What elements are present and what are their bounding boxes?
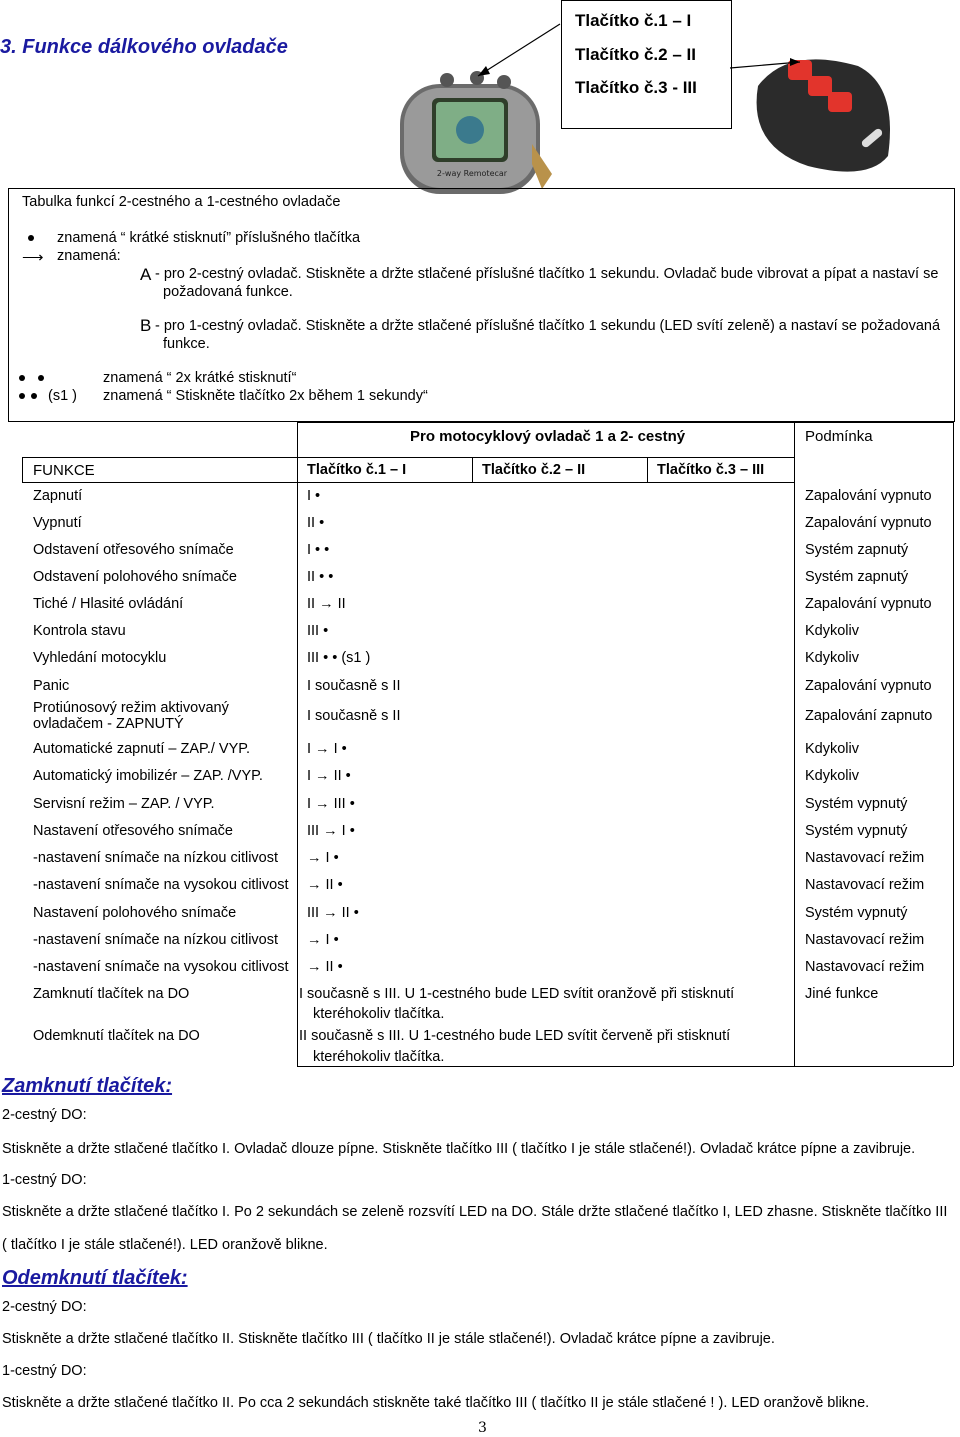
table-row-action: I • • bbox=[307, 542, 330, 558]
lock-one-way-text-1: Stiskněte a držte stlačené tlačítko I. Po 2 sekundách se zeleně rozsvítí LED na DO. Stále držte stlačené tlačítko I, LED zhasne. Stiskněte tlačítko III bbox=[2, 1204, 948, 1220]
page-title: 3. Funkce dálkového ovladače bbox=[0, 36, 288, 58]
table-row-action: I → I • bbox=[307, 741, 347, 757]
note-s1: znamená “ Stiskněte tlačítko 2x během 1 sekundy“ bbox=[103, 388, 428, 404]
table-row-condition: Kdykoliv bbox=[805, 768, 859, 784]
unlock-two-way-label: 2-cestný DO: bbox=[2, 1299, 87, 1315]
unlock-section-title: Odemknutí tlačítek: bbox=[2, 1267, 188, 1289]
lock-section-title: Zamknutí tlačítek: bbox=[2, 1075, 173, 1097]
double-bullet-icon bbox=[16, 370, 47, 386]
lock-row-function: Zamknutí tlačítek na DO bbox=[33, 986, 190, 1002]
table-row-condition: Systém zapnutý bbox=[805, 542, 909, 558]
table-row-action: I současně s II bbox=[307, 678, 401, 694]
table-row-condition: Zapalování vypnuto bbox=[805, 596, 932, 612]
lock-one-way-label: 1-cestný DO: bbox=[2, 1172, 87, 1188]
table-row-function: Odstavení polohového snímače bbox=[33, 569, 237, 585]
table-row-condition: Zapalování zapnuto bbox=[805, 708, 933, 724]
table-row-action: II • • bbox=[307, 569, 334, 585]
table-row-condition: Zapalování vypnuto bbox=[805, 678, 932, 694]
table-row-action: I současně s II bbox=[307, 708, 401, 724]
legend-arrows bbox=[470, 20, 810, 100]
table-header-group: Pro motocyklový ovladač 1 a 2- cestný bbox=[410, 428, 686, 445]
table-row-condition: Nastavovací režim bbox=[805, 932, 925, 948]
note-a-text2: požadovaná funkce. bbox=[163, 284, 293, 300]
note-a-text: - pro 2-cestný ovladač. Stiskněte a držte stlačené příslušné tlačítko 1 sekundu. Ovladač bude vibrovat a pípat a nastaví se bbox=[155, 266, 939, 282]
table-row-action: I → II • bbox=[307, 768, 351, 784]
note-b-letter: B bbox=[140, 316, 152, 335]
note-s1-label: (s1 ) bbox=[48, 388, 77, 404]
table-row-condition: Nastavovací režim bbox=[805, 850, 925, 866]
table-row-condition: Systém vypnutý bbox=[805, 823, 908, 839]
table-row-action: → II • bbox=[307, 959, 343, 975]
table-caption: Tabulka funkcí 2-cestného a 1-cestného ovladače bbox=[22, 194, 341, 210]
table-row-action: II • bbox=[307, 515, 325, 531]
table-row-condition: Nastavovací režim bbox=[805, 959, 925, 975]
table-row-function: -nastavení snímače na nízkou citlivost bbox=[33, 932, 279, 948]
table-row-function: Automatické zapnutí – ZAP./ VYP. bbox=[33, 741, 251, 757]
legend-button-3: Tlačítko č.3 - III bbox=[575, 78, 697, 97]
unlock-two-way-text: Stiskněte a držte stlačené tlačítko II. Stiskněte tlačítko III ( tlačítko II je stále stlačené!). Ovladač krátce pípne a zavibruje. bbox=[2, 1331, 775, 1347]
table-row-action: → I • bbox=[307, 850, 339, 866]
note-b-text: - pro 1-cestný ovladač. Stiskněte a držte stlačené příslušné tlačítko 1 sekundu (LED svítí zeleně) a nastaví se požadovaná bbox=[155, 318, 941, 334]
lock-one-way-text-2: ( tlačítko I je stále stlačené!). LED oranžově blikne. bbox=[2, 1237, 328, 1253]
table-row-action: II → II bbox=[307, 596, 346, 612]
page-number: 3 bbox=[478, 1420, 487, 1436]
legend-button-2: Tlačítko č.2 – II bbox=[575, 45, 696, 64]
table-row-function: -nastavení snímače na vysokou citlivost bbox=[33, 877, 289, 893]
table-row-action: III → II • bbox=[307, 905, 359, 921]
table-row-condition: Systém vypnutý bbox=[805, 905, 908, 921]
table-row-condition: Nastavovací režim bbox=[805, 877, 925, 893]
notes-box bbox=[8, 188, 955, 422]
table-row-function: Odstavení otřesového snímače bbox=[33, 542, 234, 558]
lock-row-action-2: kteréhokoliv tlačítka. bbox=[313, 1006, 445, 1022]
table-row-action: III • bbox=[307, 623, 329, 639]
table-row-function: Nastavení otřesového snímače bbox=[33, 823, 233, 839]
note-a-letter: A bbox=[140, 265, 152, 284]
table-row-function: Servisní režim – ZAP. / VYP. bbox=[33, 796, 215, 812]
table-row-function: -nastavení snímače na nízkou citlivost bbox=[33, 850, 279, 866]
table-row-function: -nastavení snímače na vysokou citlivost bbox=[33, 959, 289, 975]
lock-row-condition: Jiné funkce bbox=[805, 986, 879, 1002]
table-row-action: I • bbox=[307, 488, 321, 504]
table-row-condition: Kdykoliv bbox=[805, 623, 859, 639]
table-header-condition: Podmínka bbox=[805, 428, 873, 445]
table-header-button-1: Tlačítko č.1 – I bbox=[307, 462, 407, 478]
table-row-condition: Kdykoliv bbox=[805, 741, 859, 757]
table-row-function: Zapnutí bbox=[33, 488, 83, 504]
table-row-function: Vyhledání motocyklu bbox=[33, 650, 167, 666]
lock-two-way-label: 2-cestný DO: bbox=[2, 1107, 87, 1123]
lock-row-action-1: I současně s III. U 1-cestného bude LED svítit oranžově při stisknutí bbox=[299, 986, 735, 1002]
table-row-action: III → I • bbox=[307, 823, 355, 839]
table-row-condition: Zapalování vypnuto bbox=[805, 488, 932, 504]
note-bullet: znamená “ krátké stisknutí” příslušného tlačítka bbox=[57, 230, 361, 246]
legend-button-1: Tlačítko č.1 – I bbox=[575, 11, 692, 30]
bullet-icon bbox=[25, 230, 37, 246]
table-row-function: Nastavení polohového snímače bbox=[33, 905, 237, 921]
note-b-text2: funkce. bbox=[163, 336, 210, 352]
table-row-condition: Zapalování vypnuto bbox=[805, 515, 932, 531]
table-row-action: III • • (s1 ) bbox=[307, 650, 371, 666]
table-header-button-3: Tlačítko č.3 – III bbox=[657, 462, 765, 478]
unlock-row-action-1: II současně s III. U 1-cestného bude LED svítit červeně při stisknutí bbox=[299, 1028, 731, 1044]
table-row-action: → II • bbox=[307, 877, 343, 893]
table-header-button-2: Tlačítko č.2 – II bbox=[482, 462, 586, 478]
table-row-function: Automatický imobilizér – ZAP. /VYP. bbox=[33, 768, 263, 784]
table-row-action: → I • bbox=[307, 932, 339, 948]
table-row-function: Vypnutí bbox=[33, 515, 82, 531]
note-arrow: znamená: bbox=[57, 248, 121, 264]
table-row-condition: Kdykoliv bbox=[805, 650, 859, 666]
unlock-one-way-text: Stiskněte a držte stlačené tlačítko II. Po cca 2 sekundách stiskněte také tlačítko III ( tlačítko II je stále stlačené ! ). LED oranžově blikne. bbox=[2, 1395, 870, 1411]
note-double: znamená “ 2x krátké stisknutí“ bbox=[103, 370, 297, 386]
table-header-funkce: FUNKCE bbox=[33, 462, 95, 479]
remote-brand-label: 2-way Remotecar bbox=[436, 169, 508, 178]
table-row-function: Protiúnosový režim aktivovaný ovladačem - ZAPNUTÝ bbox=[33, 700, 229, 732]
unlock-row-function: Odemknutí tlačítek na DO bbox=[33, 1028, 200, 1044]
table-row-function: Tiché / Hlasité ovládání bbox=[33, 596, 184, 612]
lock-two-way-text: Stiskněte a držte stlačené tlačítko I. Ovladač dlouze pípne. Stiskněte tlačítko III ( tlačítko I je stále stlačené!). Ovladač krátce pípne a zavibruje. bbox=[2, 1141, 916, 1157]
table-row-action: I → III • bbox=[307, 796, 355, 812]
unlock-one-way-label: 1-cestný DO: bbox=[2, 1363, 87, 1379]
table-row-function: Kontrola stavu bbox=[33, 623, 126, 639]
double-bullet-s1-icon bbox=[16, 388, 40, 404]
table-row-function: Panic bbox=[33, 678, 70, 694]
arrow-icon: ⟶ bbox=[22, 249, 44, 266]
table-row-condition: Systém zapnutý bbox=[805, 569, 909, 585]
unlock-row-action-2: kteréhokoliv tlačítka. bbox=[313, 1049, 445, 1065]
table-row-condition: Systém vypnutý bbox=[805, 796, 908, 812]
